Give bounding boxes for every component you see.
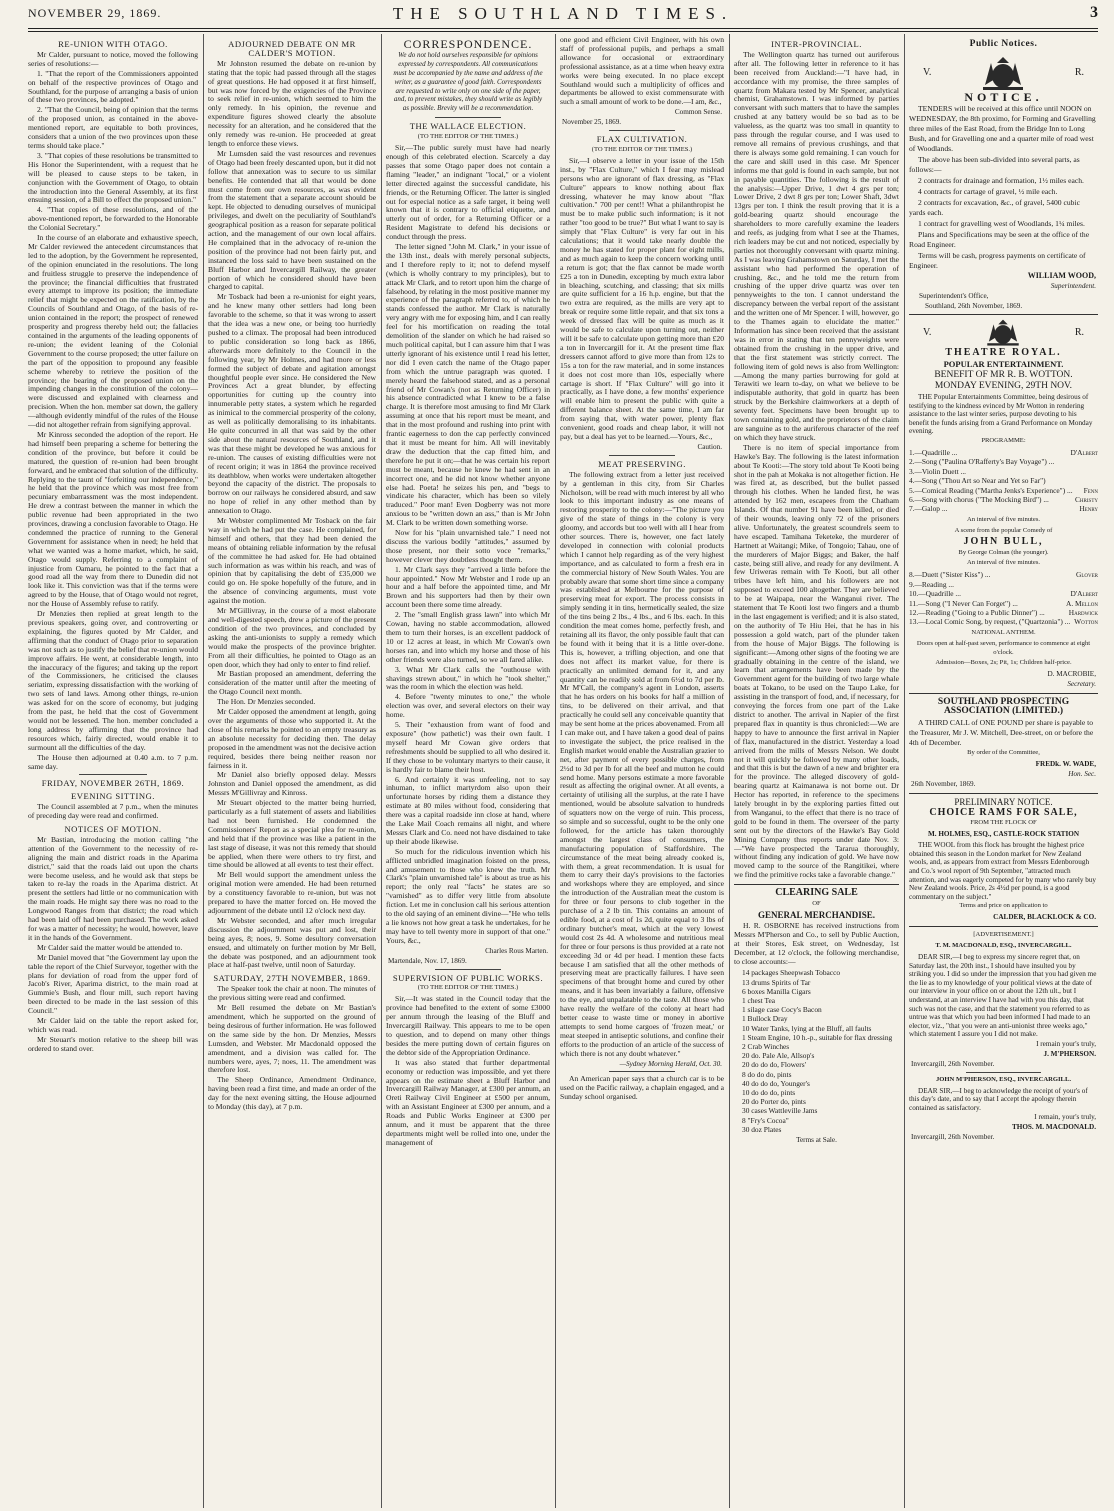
paragraph: Mr M'Gillivray, in the course of a most elaborate and well-digested speech, drew a picture of the present condition of the two provinces, and concluded by asking the anti-unionists to supply a remedy which would make the prospects of the province brighter. From all their difficulties, he pointed to Otago as an open door, which they had only to enter to find relief. bbox=[208, 606, 376, 669]
paragraph: Mr Bell would support the amendment unless the original motion were amended. He had been returned by a constituency favorable to re-union, but was not prepared to have the matter forced on. He moved the adjournment of the debate until 12 o'clock next day. bbox=[208, 870, 376, 915]
paragraph: Dr Menzies then replied at great length to the previous speakers, going over, and controverting or explaining, the figures quoted by Mr Calder, and affirming that the conduct of Otago prior to separation was not such as to justify the belief that re-union would improve affairs. He went, at considerable length, into the inaccuracy of the figures; and taking up the report of the Commissioners, he criticised the clauses seriatim, expressing dissatisfaction with the working of two sets of land laws. Among other things, re-union was asked for on the score of economy, but judging from the past, he held that the cost of Government would not be lessened. The hon. member concluded a long address by affirming that the province had resources which, fairly directed, would enable it to surmount all the difficulties of the day. bbox=[28, 609, 198, 752]
column-divider bbox=[381, 34, 382, 1508]
letter-date: November 25, 1869. bbox=[562, 118, 622, 127]
letter-heading: T. M. MACDONALD, ESQ., INVERCARGILL. bbox=[935, 942, 1072, 950]
column-5 bbox=[734, 36, 899, 1506]
paragraph: THE Popular Entertainments Committee, being desirous of testifying to the kindness evinced by Mr Wotton in rendering assistance to the last winter series, purpose devoting to his benefit the funds arising from a Grand Performance on Monday evening. bbox=[909, 393, 1093, 436]
paragraph: Mr Webster complimented Mr Tosback on the fair way in which he had put the case. He complained, for himself and others, that they had been denied the means of obtaining reliable information by the refusal of the committee he had asked for. He had obtained such information as was within his reach, and was of opinion that by capitalising the debt of £35,000 we could go on. He spoke hopefully of the future, and in the absence of convincing arguments, must vote against the motion. bbox=[208, 516, 376, 606]
programme-item-composer: Christy bbox=[1075, 494, 1098, 504]
paragraph: DEAR SIR,—I beg to acknowledge the receipt of your's of this day's date, and to say that I accept the apology therein contained as satisfactory. bbox=[909, 1086, 1088, 1112]
paragraph: 4 contracts for cartage of gravel, ½ mile each. bbox=[918, 186, 1058, 196]
royal-crest-icon bbox=[981, 319, 1025, 347]
separator bbox=[435, 969, 501, 970]
programme-item-title: 4.—Song ("Thou Art so Near and Yet so Far") bbox=[909, 476, 1046, 486]
paragraph: Mr Tosback had been a re-unionist for eight years, and he knew many other settlers had long been favorable to the scheme, so that it was wrong to assert that the idea was a new one, or being too hurriedly pushed to a climax. The proposal had been introduced to public consideration so long back as 1866, afterwards more definitely to the Council in the following year, by Mr Holmes, and had more or less formed the subject of debate and agitation amongst thoughtful people ever since. He considered the New Provinces Act a great blunder, by effecting opportunities for cutting up the country into innumerable petty states, a system which he regarded as inimical to the commercial prosperity of the colony, as well as politically demoralising to its inhabitants. He quite concurred in all that was said by the other side about the natural resources of Southland, and it was that these might be developed he was anxious for re-union. The causes of existing difficulties were not of recent origin; it was in 1864 the province received its deathblow, when works were undertaken altogether beyond the capacity of the district. The proposals to borrow on our railways he considered absurd, and saw no hope of relief in any other method than by annexation to Otago. bbox=[208, 292, 376, 516]
rams-station: M. HOLMES, ESQ., CASTLE-ROCK STATION bbox=[927, 830, 1080, 839]
paragraph: Mr Calder laid on the table the report asked for, which was read. bbox=[28, 1016, 198, 1034]
newspaper-title: THE SOUTHLAND TIMES. bbox=[392, 4, 734, 23]
sale-item: 20 do. Pale Ale, Allsop's bbox=[742, 1051, 815, 1061]
paragraph: A THIRD CALL of ONE POUND per share is payable to the Treasurer, Mr J. W. Mitchell, Dee-street, on or before the 4th of December. bbox=[909, 718, 1094, 747]
paragraph: The Council assembled at 7 p.m., when the minutes of preceding day were read and confirmed. bbox=[28, 802, 198, 821]
page-number: 3 bbox=[1090, 4, 1098, 21]
column-divider bbox=[729, 34, 730, 1508]
paragraph: In the course of an elaborate and exhaustive speech, Mr Calder reviewed the antecedent circumstances that led to the adoption, by the Government he represented, of the opinion enunciated in the resolutions. The long and fruitless struggle to preserve the independence of the province; the financial difficulties that frustrated every attempt to improve its position; the immediate relief that might be expected on the ratification, by the Councils of Southland and Otago, of the basis of re-union contained in the report; the prospect of renewed prosperity and progress thereby held out; the fallacies contained in the arguments of the leading opponents of re-union; the evident leaning of the Colonial Government to the course proposed; the utter failure on the part of the opposition to propound any feasible scheme whereby to retrieve the position of the province; the bearing of the proposed union on the impending changes in the constitution of the colony—were discussed and explained with clearness and precision. When the hon. member sat down, the gallery—although evidently mindful of the rules of the House—did not altogether refrain from signifying approval. bbox=[28, 233, 198, 430]
paragraph: Mr Kinross seconded the adoption of the report. He had himself been preparing a scheme for bettering the condition of the province, but before it could be matured, the question of re-union had been brought forward, and he embraced that solution of the difficulty. Replying to the taunt of "forfeiting our independence," he held that the province which was most free from pecuniary embarrassment was the most independent. He drew a contrast between the manner in which the public revenue had been appropriated in the two provinces, drawing a conclusion favorable to Otago. He condemned the practice of running to the General Government for assistance when in need; he held that what we wanted was a home market, which, he said, Otago would supply. Referring to a complaint of injustice from Oamaru, he pointed to the fact that a good road all the way from there to Dunedin did not look like it. This conviction was that if the terms were agreed to by the House, that of Otago would not regret, nor the House of Assembly refuse to ratify. bbox=[28, 429, 198, 609]
crest-letter-r: R. bbox=[1074, 326, 1084, 338]
paragraph: Sir,—I observe a letter in your issue of the 15th inst., by "Flax Culture," which I fear may mislead persons who are ignorant of flax dressing, as "Flax Culture" appears to know nothing about flax dressing, whatever he may know about "flax cultivation." 700 per cent!! What a philanthropist he must be to make public such information; is it not rather "too good to be true?" But what I want to say is simply that "Flax Culture" is very far out in his calculations; that it would take nearly double the money he has stated for proper plant for eight mills, and as much again to keep the concern working until a return is got; that the flax cannot be made worth £25 a ton in Dunedin, excepting by much extra labor in bleaching, scutching, and classing; that six mills are quite sufficient for a 16 h.p. engine, but that the two extra are required, as the mills are very apt to break or require some little repair, and that six tons a week of dressed flax will be quite as much as it would be safe to calculate upon turning out, neither will it be safe to calculate upon getting more than £20 a ton in Invercargill for it. At the present time flax dressers cannot afford to give more than from 12s to 15s a ton for the raw material, and in some instances it does not cost more than 10s, especially where cartage is short. If "Flax Culture" will go into it practically, as I have done, a few months' experience will enable him to present the public with quite a different balance sheet. At the same time, I am far from saying that, with water power, plenty flax convenient, good roads and cheap labor, it will not pay, but a deal has yet to be learned.—Yours, &c., bbox=[560, 155, 724, 441]
paragraph: Mr Bastian, introducing the motion calling "the attention of the Government to the necessity of re-aligning the main and district roads in the Aparima district," said that the roads laid out upon the charts were become useless, and he would ask that steps be taken to re-lay the roads in the Aparima district. At present the settlers had little or no communication with the main roads. He might say there was no road to the Longwood Ranges from that district; the road which had been laid off had been purchased. The work asked for was a matter of necessity; he would, however, leave it in the hands of the Government. bbox=[28, 834, 198, 942]
paragraph: Mr Johnston resumed the debate on re-union by stating that the topic had passed through all the stages of great questions. He had opposed it at first himself, but was now forced by the exigencies of the Province to seek relief in re-union, which seemed to him the only remedy. In his opinion, the revenue and expenditure figures showed clearly the absolute necessity for an alteration, and he considered that the only remedy was re-union. He proceeded at great length to enforce these views. bbox=[208, 58, 376, 148]
programme-heading: PROGRAMME: bbox=[981, 437, 1026, 445]
benefit-date: MONDAY EVENING, 29TH NOV. bbox=[934, 381, 1073, 392]
paragraph: Mr Steuart's motion relative to the sheep bill was ordered to stand over. bbox=[28, 1034, 198, 1053]
association-heading: SOUTHLAND PROSPECTING ASSOCIATION (LIMITED.) bbox=[937, 697, 1070, 717]
separator bbox=[909, 926, 1098, 927]
separator bbox=[909, 314, 1098, 315]
column-4 bbox=[560, 36, 724, 1506]
sale-item: 14 packages Sheepwash Tobacco bbox=[742, 968, 841, 978]
admission-note: Admission—Boxes, 2s; Pit, 1s; Children half-price. bbox=[935, 659, 1072, 667]
paragraph: The above has been sub-divided into several parts, as follows:— bbox=[909, 154, 1080, 174]
sale-item: 20 do do do, Flowers' bbox=[742, 1060, 806, 1070]
sale-heading: CLEARING SALE bbox=[775, 887, 858, 899]
paragraph: Plans and Specifications may be seen at the office of the Road Engineer. bbox=[909, 229, 1090, 249]
article-heading: RE-UNION WITH OTAGO. bbox=[58, 39, 168, 49]
paragraph: H. R. OSBORNE has received instructions from Messrs M'Pherson and Co., to sell by Public Auction, at their Stores, Esk street, on Wednesday, 1st December, at 12 o'clock, the following merchandise, to close accounts:— bbox=[734, 920, 899, 966]
sale-item: 1 Bullock Dray bbox=[742, 1014, 788, 1024]
separator bbox=[966, 1072, 1042, 1073]
programme-item-title: 10.—Quadrille ... bbox=[909, 589, 961, 599]
sale-item: 2 Crab Winches bbox=[742, 1042, 790, 1052]
programme-list bbox=[909, 448, 1098, 514]
programme-item-title: 5.—Comical Reading ("Martha Jenks's Experience") ... bbox=[909, 485, 1073, 495]
public-notices-heading: Public Notices. bbox=[969, 39, 1038, 49]
programme-item bbox=[909, 580, 1098, 589]
programme-item-title: 12.—Reading ("Going to a Public Dinner") ... bbox=[909, 607, 1045, 617]
paragraph: 1 contract for gravelling west of Woodlands, 1¼ miles. bbox=[918, 218, 1085, 228]
paragraph: Mr Calder, pursuant to notice, moved the following series of resolutions:— bbox=[28, 49, 198, 68]
sale-item: 13 drums Spirits of Tar bbox=[742, 977, 811, 987]
letter-subheading: (TO THE EDITOR OF THE TIMES.) bbox=[417, 984, 519, 992]
programme-item bbox=[909, 495, 1098, 504]
programme-item-composer: Wotton bbox=[1074, 617, 1098, 627]
programme-item bbox=[909, 589, 1098, 598]
paragraph: DEAR SIR,—I beg to express my sincere regret that, on Saturday last, the 20th inst., I should have insulted you by striking you. I did so under the impression that you had given me the lie as to my knowledge of your political views at the date of our interview in your office on or about the 12th ult., but I understand, at an interview I have had with you this day, that such was not the case, and that the statement you referred to as untrue was that which you had been informed I had made to an elector, viz., "that you were an anti-unionist three weeks ago," which statement I assure you I did not make. bbox=[909, 953, 1097, 1039]
paragraph: The following extract from a letter just received by a gentleman in this city, from Sir Charles Nicholson, will be read with much interest by all who look to this important industry as one means of restoring prosperity to the colony:—"The picture you give of the state of things in the colony is very gloomy, and accords but too well with all I hear from other sources. There is, however, one fact lately developed in connection with colonial products which I cannot help regarding as of the very highest importance, and as calculated to form a fresh era in the commercial history of New South Wales. You are probably aware that some short time since a company was established at Melbourne for the purpose of preserving meat for export. The process consists in simply sending it in tins, hermetically sealed, the size of the tins being 2 lbs., 4 lbs., and 6 lbs. each. In this condition the meat comes home, perfectly fresh, and retaining all its flavor, the only possible fault that can be found with it being that it is a little over-done. This is, however, a trifling objection, and one that does not affect its market value, for there is practically an unlimited demand for it, and any quantity can be readily sold at from 6½d to 7d per lb. Mr M'Call, the company's agent in London, asserts that he has orders on his books for half a million of tins, to be delivered on their arrival, and that practically he could sell any conceivable quantity that may be sent home at the prices abovenamed. From all I can make out, and I have taken a good deal of pains to investigate the subject, the price realised in the English market would enable the Australian grazier to net, after payment of every possible charges, from 2½d to 3d per lb for all the beef and mutton he could send home. Many persons estimate a more favorable result as affecting the original owner. At all events, a certainty of utilising all the surplus, at the rate I have mentioned, would be absolute salvation to hundreds of squatters now on the verge of ruin. This process, so simple and so successful, ought to be the only one followed, for the article has taken thoroughly amongst the largest class of consumers, the manufacturing population of Staffordshire. The circumstance of the meat being already cooked is, with them, a great recommendation. It is usual for them to carry their day's provisions to the factories and workshops where they are employed, and since the introduction of the Australian meat the custom is for three or four persons to club together in the purchase of a 2 lb tin. This contains an amount of edible food, at a cost of 1s 2d, quite equal to 3 lbs of ordinary butcher's meat, which at the very lowest would cost 2s 4d. A wholesome and nutritious meal for three or four persons is thus provided at a rate not exceeding 3d or 4d per head. I mention these facts because I am satisfied that all the other methods of preserving meat are practically failures. I have seen specimens of that brought home and cured by other means, and it has been invariably a failure, offensive to the eye, and unpalatable to the taste. All those who have really the welfare of the colony at heart had better cease to waste time or money in abortive attempts to send home cargoes of 'frozen meat,' or meat steeped in antiseptic solutions, and confine their efforts to the production of an article of the success of which there is not any doubt whatever." bbox=[560, 469, 724, 1058]
rams-subheading: FROM THE FLOCK OF bbox=[970, 819, 1037, 827]
programme-item bbox=[909, 476, 1098, 485]
column-divider bbox=[203, 34, 204, 1508]
letter-heading: THE WALLACE ELECTION. bbox=[409, 121, 527, 132]
paragraph: 6. And certainly it was unfeeling, not to say inhuman, to inflict martyrdom also upon their unfortunate horses by riding them a distance they estimate at 80 miles without food, considering that there was a capital roadside inn close at hand, where the Lake Mail Coach remains all night, and where Messrs Clark and Co. need not have disdained to take up their abode likewise. bbox=[386, 774, 550, 846]
paragraph: Mr Bell resumed the debate on Mr Bastian's amendment, which he supported on the ground of being desirous of further information. He was followed on the same side by the hon. Dr Menzies, Messrs Lumsden, and Webster. Mr Macdonald opposed the amendment, and a division was called for. The numbers were, ayes, 7; noes, 11. The amendment was therefore lost. bbox=[208, 1003, 376, 1075]
benefit-heading: BENEFIT OF MR R. B. WOTTON. bbox=[934, 370, 1073, 381]
closing: I remain your's truly, bbox=[1036, 1039, 1096, 1048]
notice-heading: NOTICE. bbox=[964, 89, 1043, 104]
section-heading: EVENING SITTING. bbox=[71, 791, 155, 802]
interval-note: An interval of five minutes. bbox=[966, 559, 1041, 567]
column-1 bbox=[28, 36, 198, 1506]
notice-signature: WILLIAM WOOD, bbox=[1027, 270, 1096, 280]
sale-terms: Terms at Sale. bbox=[796, 1136, 837, 1145]
separator bbox=[609, 455, 675, 456]
letter-subheading: (TO THE EDITOR OF THE TIMES.) bbox=[417, 133, 519, 141]
paragraph: It was also stated that further departmental economy or reduction was impossible, and yet there appears on the estimate sheet a Bluff Harbor and Invercargill Railway Manager, at £300 per annum, an Oreti Railway Civil Engineer at £500 per annum, with an Assistant Engineer at £300 per annum, and a Roads and Public Works Engineer at £300 per annum, and it must be apparent that the three departments might well be rolled into one, under the management of bbox=[386, 1057, 550, 1147]
paragraph: one good and efficient Civil Engineer, with his own staff of professional pupils, and perhaps a small allowance for occasional or extraordinary professional assistance, as at a time when heavy extra works were being executed. In no place except Southland would such a multiplicity of offices and departments be allowed to exist commensurate with such a small amount of work to be done.—I am, &c., bbox=[560, 36, 724, 107]
paragraph: Terms will be cash, progress payments on certificate of Engineer. bbox=[909, 250, 1086, 270]
paragraph: The Wellington quartz has turned out auriferous after all. The following letter in reference to it has been received from Auckland:—"I have had, in accordance with my promise, the three samples of quartz from Makara tested by Mr Spencer, analytical chemist, Grahamstown. I was informed by parties conversant with such matters that to have the samples crushed at any battery would be so bad as to be valueless, as the quartz was too small in quantity to pass through the regular course, and I was used to remove all remains of previous crushings, and that there is always some gold remaining. I can vouch for the care and skill used in this case. Mr Spencer informs me that gold is found in each sample, but not in payable quantities. The following is the result of the analysis:—Upper Drive, 1 dwt 4 grs per ton; Lower Drive, 2 dwt 8 grs per ton; Lower Shaft, 3dwt 13grs per ton. I think the result proving that it is a gold-bearing quartz should encourage the shareholders to more carefully examine the leaders and reefs, as judging from what I see at the Thames, rich leaders may be cut and not noticed, especially by parties not thoroughly conversant with quartz mining. As I was leaving Grahamstown on Saturday, I met the assistant who had performed the operation of crushing, &c., and he told me the return from crushing of the upper drive quartz was over ten pennyweights to the ton. I cannot understand the discrepancy between the verbal report of the assistant and the written one of Mr Spencer. I will, however, go to the Thames again to elucidate the matter." Information has since been received that the assistant was in error in stating that ten pennyweights were obtained from the crushing in the upper drive, and that the first statement was strictly correct. The following item of gold news is also from Wellington:—Among the many parties burrowing for gold at Terawiti we learn to-day, on what we believe to be indisputable authority, that gold in quartz has been struck by the Berkshire claimworkers at a depth of seventy feet. Specimens have been brought up to town containing gold, and the proprietors of the claim are sanguine as to the auriferous character of the reef on which they have struck. bbox=[734, 49, 899, 442]
paragraph: 2. The "small English grass lawn" into which Mr Cowan, having no stable accommodation, allowed them to turn their horses, is an excellent paddock of 10 or 12 acres at least, in which Mr Cowan's own horses ran, and into which my horse and those of his other friends were also turned, so we all fared alike. bbox=[386, 610, 550, 664]
interval-note: An interval of five minutes. bbox=[966, 515, 1041, 523]
programme-item bbox=[909, 467, 1098, 476]
scene-note: A scene from the popular Comedy of bbox=[954, 526, 1053, 534]
column-6 bbox=[909, 36, 1098, 1506]
closing: I remain, your's truly, bbox=[1034, 1113, 1096, 1122]
programme-item-title: 3.—Violin Duett ... bbox=[909, 466, 967, 476]
programme-item-title: 2.—Song ("Paulina O'Rafferty's Bay Voyage") ... bbox=[909, 457, 1055, 467]
crest-letter-r: R. bbox=[1074, 67, 1084, 79]
paragraph: TENDERS will be received at this office until NOON on WEDNESDAY, the 8th proximo, for Forming and Gravelling three miles of the East Road, from the Bridge Inn to Long Bush, and for Gravelling one and a quarter mile of road west of Woodlands. bbox=[909, 103, 1096, 153]
programme-item-composer: A. Mellon bbox=[1066, 598, 1098, 608]
programme-item bbox=[909, 504, 1098, 513]
notice-date: Southland, 26th November, 1869. bbox=[925, 301, 1023, 310]
letter-heading: JOHN M'PHERSON, ESQ., INVERCARGILL. bbox=[935, 1075, 1071, 1083]
paragraph: Mr Daniel also briefly opposed delay. Messrs Johnston and Daniel opposed the amendment, as did Messrs M'Gillivray and Kinross. bbox=[208, 770, 376, 798]
editorial-note: We do not hold ourselves responsible for opinions expressed by correspondents. All communications must be accompanied by the name and address of the writer, as a guarantee of good faith. Correspondents are requested to write only on one side of the paper, and, to prevent mistakes, they should write as legibly as possible. Brevity will be a recommendation. bbox=[393, 50, 543, 113]
letter-signature: Caution. bbox=[697, 442, 722, 451]
programme-item-title: 11.—Song ("I Never Can Forget") ... bbox=[909, 598, 1018, 608]
paragraph: The Sheep Ordinance, Amendment Ordinance, having been read a first time, and made an order of the day for the next evening sitting, the House adjourned to Monday (this day), at 7 p.m. bbox=[208, 1075, 376, 1112]
sale-item: 8 "Fry's Cocoa" bbox=[742, 1115, 789, 1125]
paragraph: 1. Mr Clark says they "arrived a little before the hour appointed." Now Mr Webster and I rode up an hour and a half before the appointed time, and Mr Brown and his supporters had then by their own account been there some time already. bbox=[386, 564, 550, 610]
letter-signature: THOS. M. MACDONALD. bbox=[1011, 1123, 1096, 1132]
masthead-rule-2 bbox=[28, 31, 1098, 32]
separator bbox=[909, 793, 1098, 794]
article-source: —Sydney Morning Herald, Oct. 30. bbox=[619, 1059, 722, 1068]
advertisement-label: [ADVERTISEMENT.] bbox=[973, 931, 1034, 939]
paragraph: 4. Before "twenty minutes to one," the whole election was over, and several electors on their way home. bbox=[386, 692, 550, 720]
doors-note: Doors open at half-past seven, performance to commence at eight o'clock. bbox=[916, 639, 1091, 656]
separator bbox=[609, 130, 675, 131]
national-anthem: NATIONAL ANTHEM. bbox=[971, 628, 1036, 636]
paragraph: Mr Calder said the matter would be attended to. bbox=[37, 942, 183, 952]
paragraph: The House then adjourned at 0.40 a.m. to 7 p.m. same day. bbox=[28, 752, 198, 771]
sale-item: 30 doz Plates bbox=[742, 1124, 782, 1134]
letter-date: Invercargill, 26th November. bbox=[911, 1133, 995, 1142]
paragraph: Mr Steuart objected to the matter being hurried, particularly as a full statement of assets and liabilities had not been furnished. He condemned the Commissioners' Report as a special plea for re-union, and held that if the province was like a patient in the last stage of disease, it was not this remedy that should be applied, when there were others to try first, and time should be allowed at all events to test their effect. bbox=[208, 798, 376, 870]
masthead-rule bbox=[28, 28, 1098, 29]
letter-heading: SUPERVISION OF PUBLIC WORKS. bbox=[392, 972, 544, 983]
separator bbox=[79, 774, 147, 775]
paragraph: 4. "That copies of these resolutions, and of the above-mentioned report, be forwarded to the Honorable the Colonial Secretary." bbox=[28, 205, 198, 233]
masthead bbox=[28, 4, 1098, 26]
paragraph: Mr Calder opposed the amendment at length, going over the arguments of those who supported it. At the close of his remarks he pointed to an empty treasury as an absolute necessity for deciding then. The delay proposed in the amendment was not the decisive action required, besides there being neither reason nor fairness in it. bbox=[208, 707, 376, 770]
notice-signature: FREDk. W. WADE, bbox=[1035, 759, 1096, 768]
article-heading: MEAT PRESERVING. bbox=[598, 458, 686, 469]
notice-signature-title: Hon. Sec. bbox=[1068, 769, 1096, 778]
letter-signature: J. M'PHERSON. bbox=[1043, 1049, 1096, 1058]
issue-date: NOVEMBER 29, 1869. bbox=[28, 6, 162, 20]
paragraph: Now for his "plain unvarnished tale." I need not discuss the various bodily "attitudes," assumed by those present, nor their sotto voce "remarks," however clever they doubtless thought them. bbox=[386, 528, 550, 564]
section-heading: NOTICES OF MOTION. bbox=[64, 824, 162, 835]
crest-letter-v: V. bbox=[923, 67, 932, 79]
notice-date: 26th November, 1869. bbox=[911, 779, 976, 788]
paragraph: The Speaker took the chair at noon. The minutes of the previous sitting were read and confirmed. bbox=[208, 984, 376, 1003]
programme-item-title: 6.—Song with chorus ("The Mocking Bird") ... bbox=[909, 494, 1049, 504]
paragraph: 2 contracts for drainage and formation, 1½ miles each. bbox=[918, 175, 1084, 185]
theatre-heading: THEATRE ROYAL. bbox=[945, 347, 1062, 359]
programme-item bbox=[909, 448, 1098, 457]
paragraph: Sir,—The public surely must have had nearly enough of this celebrated election. Scarcely a day passes that some Otago paper does not contain a flaming "leader," an indignant "local," or a violent letter directed against the successful candidate, his friends, or the Returning Officer. The latter is singled out for especial notice as a safe target, it being well known that it is contrary to official etiquette, and utterly out of order, for a Returning Officer or a Resident Magistrate to defend his decisions or conduct through the press. bbox=[386, 143, 550, 242]
paragraph: So much for the ridiculous invention which his afflicted unbridled imagination foisted on the press, and amusement to those who knew the truth. Mr Clark's "plain unvarnished tale" is about as true as his report; the only real "facts" he states are so "varnished" as to differ very little from absolute fiction. Let me in conclusion call his serious attention to the old saying of an eminent divine—"He who tells a lie knows not how great a task he undertakes, for he may have to tell twenty more in support of that one." Yours, &c., bbox=[386, 846, 550, 945]
letter-subheading: (TO THE EDITOR OF THE TIMES.) bbox=[591, 145, 693, 153]
sale-subheading: GENERAL MERCHANDISE. bbox=[757, 910, 876, 920]
sale-heading-of: OF bbox=[812, 900, 821, 908]
programme-item-composer: Glover bbox=[1075, 570, 1098, 580]
royal-crest-row bbox=[923, 319, 1084, 347]
theatre-subheading: POPULAR ENTERTAINMENT. bbox=[943, 359, 1064, 370]
programme-list bbox=[909, 570, 1098, 626]
column-2 bbox=[208, 36, 376, 1506]
sale-item: 10 Water Tanks, lying at the Bluff, all faults bbox=[742, 1023, 872, 1033]
sale-items-list bbox=[734, 968, 899, 1134]
paragraph: Mr Daniel moved that "the Government lay upon the table the report of the Chief Surveyor, together with the plans for deviation of road from the upper ford of Jacob's River, Aparima district, to the main road at Gummie's Bush, and flour mill, such report having been directed to be made in the last session of this Council." bbox=[28, 952, 198, 1016]
preliminary-notice-heading: PRELIMINARY NOTICE. bbox=[954, 796, 1053, 807]
notice-signature: D. MACROBIE, bbox=[1047, 670, 1096, 679]
paragraph: The Hon. Dr Menzies seconded. bbox=[217, 697, 316, 707]
paragraph: Sir,—It was stated in the Council today that the province had benefited to the extent of some £3000 per annum through the leasing of the Bluff and Invercargill Railway. This appears to me to be open to question, and to depend on many other things besides the mere putting down of certain figures on the debtor side of the Appropriation Ordinance. bbox=[386, 994, 550, 1057]
crest-letter-v: V. bbox=[923, 326, 932, 338]
sale-item: 30 cases Wattleville Jams bbox=[742, 1106, 818, 1116]
column-3 bbox=[386, 36, 550, 1506]
sale-item: 20 do Porter do, pints bbox=[742, 1097, 806, 1107]
play-title: JOHN BULL, bbox=[963, 535, 1044, 547]
letter-signature: Common Sense. bbox=[674, 108, 722, 117]
paragraph: Mr Bastian proposed an amendment, deferring the consideration of the matter until after the meeting of the Otago Council next month. bbox=[208, 669, 376, 697]
notice-signature-title: Superintendent. bbox=[1050, 281, 1096, 290]
paragraph: 2 contracts for excavation, &c., of gravel, 5400 cubic yards each. bbox=[909, 197, 1080, 217]
separator bbox=[609, 1071, 675, 1072]
paragraph: 1. "That the report of the Commissioners appointed on behalf of the respective provinces of Otago and Southland, for the purpose of arranging a basis of union of these two provinces, be adopted." bbox=[28, 68, 198, 105]
programme-item-composer: Henry bbox=[1079, 504, 1098, 514]
terms-note: Terms and price on application to bbox=[959, 902, 1048, 910]
letter-date: Martendale, Nov. 17, 1869. bbox=[388, 956, 467, 965]
separator bbox=[734, 884, 899, 885]
programme-item bbox=[909, 608, 1098, 617]
paragraph: 3. What Mr Clark calls the "outhouse with shavings strewn about," in which he "took shelter," was the room in which the election was held. bbox=[386, 664, 550, 692]
rams-heading: CHOICE RAMS FOR SALE, bbox=[929, 806, 1078, 818]
notice-signature-title: Secretary. bbox=[1067, 680, 1096, 689]
paragraph: Mr Lumsden said the vast resources and revenues of Otago had been freely descanted upon, but it did not follow that annexation was to secure to us similar benefits. He contended that all that would be done must come from our own resources, as was evident from the statement that a separate account should be kept. He objected to denuding ourselves of municipal privileges, and dwelt on the peculiarity of Southland's geographical position as a reason for separate political action, and the management of our own local affairs. He complained that in the advocacy of re-union the position of the province had not been fairly put, and instanced the loss said to have been sustained on the Bluff Harbor and Invercargill Railway, the greater portion of which he considered should have been charged to capital. bbox=[208, 148, 376, 292]
sale-item: 40 do do do, Younger's bbox=[742, 1078, 810, 1088]
programme-item-composer: D'Albert bbox=[1070, 589, 1098, 599]
royal-crest-icon bbox=[975, 57, 1031, 91]
section-heading: FRIDAY, NOVEMBER 26TH, 1869. bbox=[41, 778, 185, 789]
paragraph: There is no item of special importance from Hawke's Bay. The following is the latest information about Te Kooti:—The story told about Te Kooti being shot in the pah at Mokaka is not altogether fiction. He was fired at, as described, but the bullet passed through his clothes. When he landed first, he was attended by 162 men, escapees from the Chatham Islands. Of that number 91 have been killed, or died of their wounds, leaving only 72 of the prisoners alive. Unfortunately, the greatest scoundrels seem to have escaped. Tamihana Teketeke, the murderer of Hartnett at Waitangi; Mike, of Tongoio; Tahau, one of the murderers of Major Biggs; and Baker, the half caste, being still alive, and ready for any devilment. A few Uriweras remain with Te Kooti, but all other tribes have left him, and his followers are not supposed to exceed 100 altogether. They are believed to be at Waipapa, near the Wanganui river. The statement that Te Kooti lost two fingers and a thumb in the last engagement is verified; and it is also stated, on the authority of Te Hiu Hei, that he has in his possession a gold watch, part of the plunder taken from the house of Major Biggs. The following is significant:—Among other signs of the footing we are gradually obtaining in the centre of the island, we learn that arrangements have been made by the Government agent for the building of two large whale boats at Tokano, to be used on the Taupo Lake, for assisting in the transport of food, and, if necessary, for conveying the forces from one part of the Lake district to another. The arrival in Napier of the first prepared flax in quantity is thus chronicled:—We are happy to have to announce the first arrival in Napier of flax, manufactured in the district. Yesterday a load arrived from the mills of Messrs Nelson. We doubt not it will quickly be followed by many other loads, and that this is but the dawn of a new and brighter era for the province. The alleged discovery of gold-bearing quartz at Kaimanawa is not borne out. Dr Hector has reported, in reference to the specimens lately brought in by the exploring parties fitted out from Wanganui, to the effect that there is no trace of gold to be found in them. The overseer of the party sent out by the directors of the Hawke's Bay Gold Mining Company thus reports under date Nov. 3:—"We have prospected the Tararua thoroughly, without finding any indication of gold. We have now moved camp to the source of the Rangitikei, where we find the primitive rocks take a favorable change." bbox=[734, 442, 899, 880]
programme-item bbox=[909, 486, 1098, 495]
column-divider bbox=[904, 34, 905, 1508]
sale-item: 1 Steam Engine, 10 h.-p., suitable for flax dressing bbox=[742, 1032, 893, 1042]
paragraph: 2. "That the Council, being of opinion that the terms of the proposed union, as contained in the above-mentioned report, are equitable to both provinces, considers that a union of the two provinces upon these terms should take place." bbox=[28, 105, 198, 150]
article-heading: INTER-PROVINCIAL. bbox=[771, 39, 862, 49]
section-heading: SATURDAY, 27TH NOVEMBER, 1869. bbox=[213, 973, 371, 984]
paragraph: Mr Webster seconded, and after much irregular discussion the adjournment was put and lost, their being ayes, 8; noes, 9. Some desultory conversation ensued, and ultimately on further motion by Mr Bell, the debate was postponed, and an adjournment took place at half-past twelve, until noon of Saturday. bbox=[208, 915, 376, 970]
paragraph: THE WOOL from this flock has brought the highest price obtained this season in the London market for New Zealand wools, and, as appears from extract from Messrs Edenborough and Co.'s wool report of 9th September, "attracted much attention, and was eagerly competed for by many who rarely buy New Zealand wools. Price, 2s 4½d per pound, is a good commentary on the subject." bbox=[909, 841, 1097, 901]
programme-item-composer: D'Albert bbox=[1070, 447, 1098, 457]
column-divider bbox=[555, 34, 556, 1508]
notice-place: Superintendent's Office, bbox=[919, 291, 989, 300]
letter-date: Invercargill, 26th November. bbox=[911, 1059, 995, 1068]
paragraph: An American paper says that a church car is to be used on the Pacific railway, a chaplain engaged, and a Sunday school organised. bbox=[560, 1074, 724, 1102]
programme-item bbox=[909, 457, 1098, 466]
programme-item bbox=[909, 599, 1098, 608]
programme-item-title: 1.—Quadrille ... bbox=[909, 447, 958, 457]
letter-heading: FLAX CULTIVATION. bbox=[596, 134, 688, 145]
royal-crest-row bbox=[923, 57, 1084, 91]
programme-item-composer: Hardwick bbox=[1068, 607, 1098, 617]
sale-item: 8 do do do, pints bbox=[742, 1069, 792, 1079]
programme-item-title: 13.—Local Comic Song, by request, ("Quartzonia") ... bbox=[909, 617, 1071, 627]
sale-item: 10 do do do, pints bbox=[742, 1088, 796, 1098]
play-author: By George Colman (the younger). bbox=[958, 548, 1049, 556]
order-note: By order of the Committee, bbox=[967, 749, 1040, 756]
notice-signature: CALDER, BLACKLOCK & CO. bbox=[993, 913, 1096, 922]
programme-item-title: 8.—Duett ("Sister Kiss") ... bbox=[909, 570, 991, 580]
sale-item: 6 boxes Manilla Cigars bbox=[742, 986, 811, 996]
paragraph: 5. Their "exhaustion from want of food and exposure" (how pathetic!) was their own fault. I myself heard Mr Cowan give orders that refreshments should be supplied to all who desired it. If they chose to be voluntary martyrs to their cause, it is hardly fair to blame their host. bbox=[386, 720, 550, 774]
programme-item-title: 7.—Galop ... bbox=[909, 504, 948, 514]
correspondence-heading: CORRESPONDENCE. bbox=[403, 37, 533, 51]
programme-item-composer: Fenn bbox=[1083, 485, 1098, 495]
programme-item bbox=[909, 617, 1098, 626]
paragraph: The letter signed "John M. Clark," in your issue of the 13th inst., deals with merely personal subjects, and I therefore reply to it; not to defend myself (which is wholly contrary to my principles), but to attack Mr Clark, and to retort upon him the charge of falsehood, by relating in the most positive manner my experience of the paragraph referred to, of which he stands confessed the author. Mr Clark is naturally very angry with me for exposing him, and I can really feel for his mortification on reading the total demolition of the slander on which he had raised so much political capital, but I can assure him that I was utterly ignorant of his existence until I read his letter, nor did I even catch the name of the Otago paper from which the untrue paragraph was quoted. I merely heard the falsehood stated, and as a personal friend of Mr Cowan's (not as Returning Officer) in his absence contradicted what I knew to be a false charge. It is therefore most amusing to find Mr Clark assuming at once that his report must be meant, and that in the most profound and rushing into print with frantic eagerness to don the cap perfectly convinced that it must be meant for him. All will inevitably draw the deduction that the cap fitted him, and therefore he put it on;—that he was certain his report must be meant, because he knew he had sent in an incorrect one, and he did not know whether anyone else had. Poeta! he seizes his pen, and "begs to vindicate his character, which has been so vilely traduced." Poor man! Even Dogberry was not more anxious to be "written down an ass," than is Mr John M. Clark to be written down something worse. bbox=[386, 242, 550, 528]
paragraph: 3. "That copies of these resolutions be transmitted to His Honor the Superintendent, with a request that he will be pleased to cause steps to be taken, in conjunction with the Government of Otago, to obtain the introduction into the General Assembly, at its first ensuing session, of a Bill to effect the proposed union." bbox=[28, 150, 198, 205]
programme-item bbox=[909, 570, 1098, 579]
sale-item: 1 silage case Cocy's Bacon bbox=[742, 1005, 822, 1015]
programme-item-title: 9.—Reading ... bbox=[909, 579, 954, 589]
article-heading: ADJOURNED DEBATE ON MR CALDER'S MOTION. bbox=[228, 39, 356, 58]
separator bbox=[909, 693, 1098, 694]
separator bbox=[435, 117, 501, 118]
sale-item: 1 chest Tea bbox=[742, 996, 776, 1006]
letter-signature: Charles Rous Marten. bbox=[485, 946, 548, 955]
